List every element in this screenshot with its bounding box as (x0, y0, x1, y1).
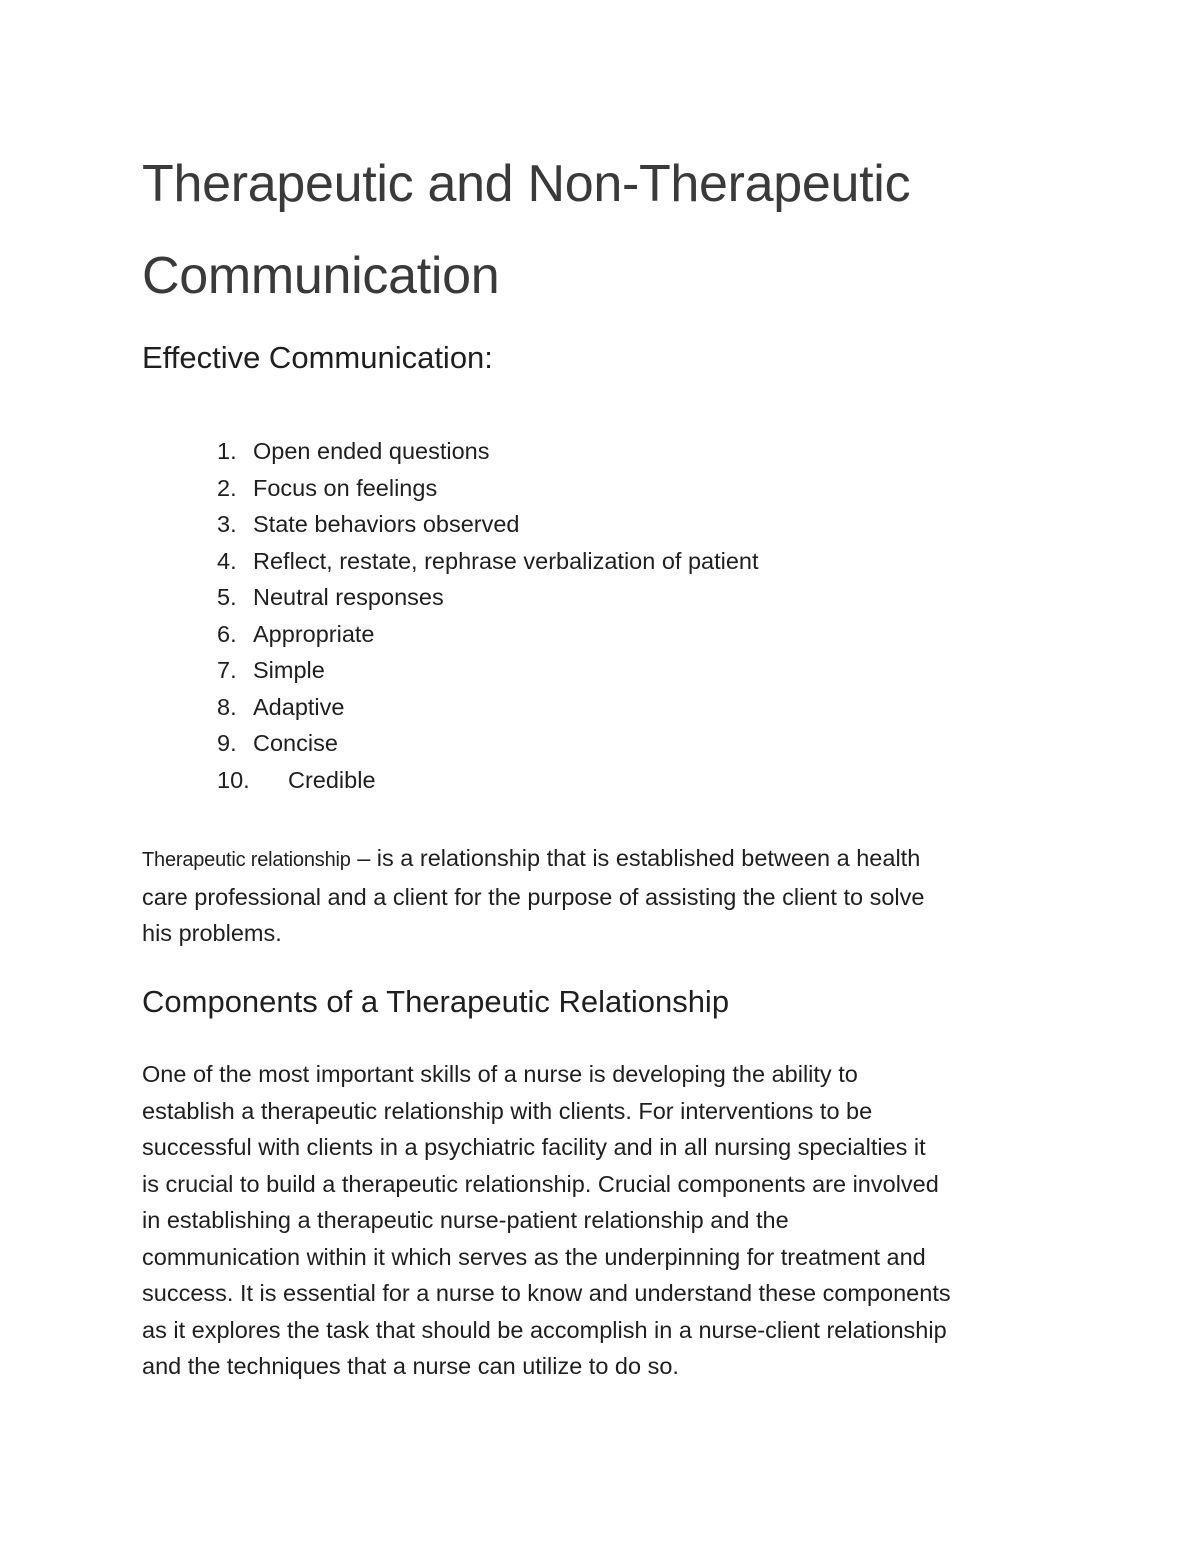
list-item-number: 5. (217, 584, 237, 610)
components-heading: Components of a Therapeutic Relationship (142, 984, 730, 1019)
definition-line-1 (142, 840, 1072, 879)
list-item-text: Focus on feelings (253, 474, 438, 501)
definition-text: – is a relationship that is established between a health (350, 845, 921, 871)
paragraph-line: One of the most important skills of a nurse is developing the ability to (142, 1061, 858, 1087)
list-item-text: Open ended questions (253, 438, 490, 464)
definition-line-2: care professional and a client for the purpose of assisting the client to solve (142, 883, 925, 910)
list-item-text: Reflect, restate, rephrase verbalization of patient (253, 547, 759, 574)
title-line-2: Communication (142, 247, 500, 305)
paragraph-line: is crucial to build a therapeutic relationship. Crucial components are involved (142, 1170, 939, 1197)
list-item-text: Concise (253, 730, 338, 756)
list-item-number: 4. (217, 547, 237, 574)
list-item-number: 3. (217, 511, 237, 537)
paragraph-line: communication within it which serves as the underpinning for treatment and (142, 1243, 926, 1270)
list-item-number: 1. (217, 438, 237, 464)
list-item-text: State behaviors observed (253, 511, 520, 537)
list-item-number: 2. (217, 474, 237, 501)
components-paragraph (142, 1056, 1072, 1385)
paragraph-line: in establishing a therapeutic nurse-patient relationship and the (142, 1207, 789, 1233)
list-item-number: 7. (217, 657, 237, 683)
paragraph-line: successful with clients in a psychiatric facility and in all nursing specialties it (142, 1134, 926, 1160)
list-item-number: 8. (217, 693, 237, 720)
list-item-number: 9. (217, 730, 237, 756)
list-item-text: Appropriate (253, 620, 375, 647)
title-line-1: Therapeutic and Non-Therapeutic (142, 155, 911, 213)
list-item-number: 10. (217, 766, 250, 793)
definition-line-3: his problems. (142, 920, 282, 946)
definition-term: Therapeutic relationship (142, 849, 351, 871)
paragraph-line: establish a therapeutic relationship with clients. For interventions to be (142, 1097, 873, 1124)
effective-communication-heading: Effective Communication: (142, 340, 493, 375)
list-item-text: Adaptive (253, 693, 345, 720)
list-item-number: 6. (217, 620, 237, 647)
paragraph-line: and the techniques that a nurse can utilize to do so. (142, 1353, 679, 1379)
paragraph-line: as it explores the task that should be accomplish in a nurse-client relationship (142, 1316, 947, 1343)
therapeutic-relationship-definition (142, 840, 1072, 952)
list-item-text: Neutral responses (253, 584, 444, 610)
paragraph-line: success. It is essential for a nurse to know and understand these components (142, 1280, 951, 1306)
document-title (142, 138, 1102, 322)
list-item-text: Credible (288, 766, 376, 793)
list-item-text: Simple (253, 657, 325, 683)
